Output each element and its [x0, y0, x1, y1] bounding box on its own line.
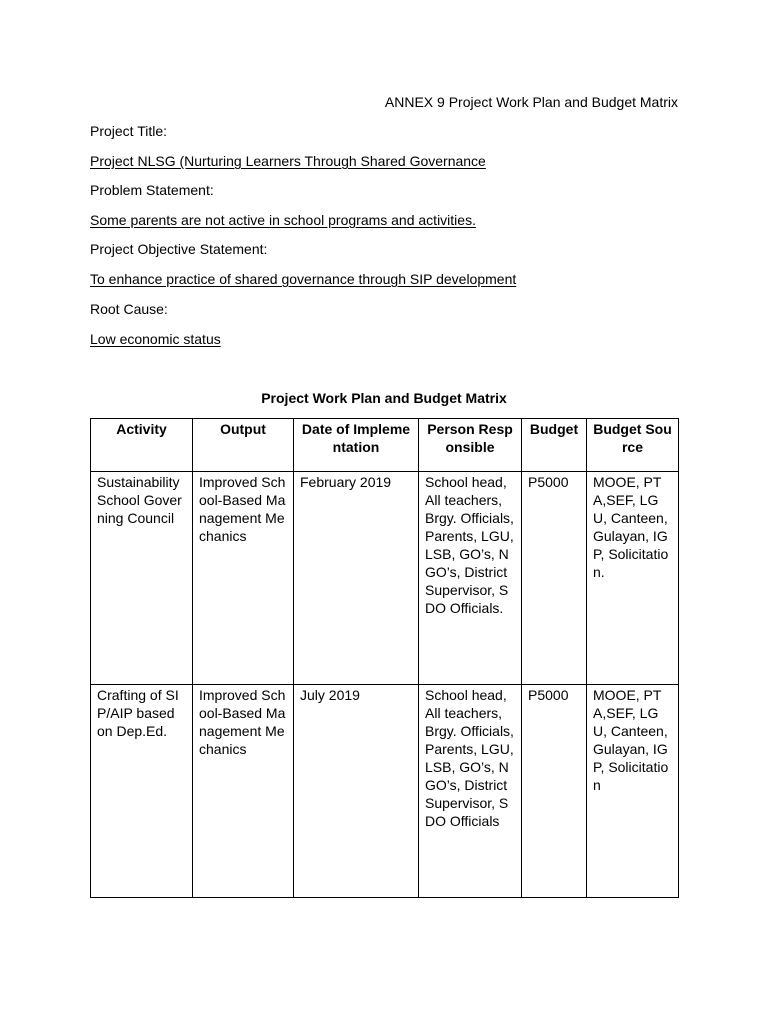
table-header-row: [91, 419, 679, 472]
cell-activity: Sustainability School Governing Council: [91, 472, 193, 685]
cell-budget-source: MOOE, PTA,SEF, LGU, Canteen, Gulayan, IGP, Solicitation.: [587, 472, 679, 685]
matrix-title: Project Work Plan and Budget Matrix: [261, 390, 507, 406]
header-activity: Activity: [91, 419, 193, 472]
project-title-label: Project Title:: [90, 123, 168, 139]
cell-activity: Crafting of SIP/AIP based on Dep.Ed.: [91, 685, 193, 898]
header-budget-source: Budget Source: [587, 419, 679, 472]
header-date: Date of Implementation: [294, 419, 419, 472]
header-output: Output: [193, 419, 294, 472]
cell-budget: P5000: [522, 685, 587, 898]
root-cause-label: Root Cause:: [90, 301, 168, 317]
problem-statement-label: Problem Statement:: [90, 182, 214, 198]
cell-person-responsible: School head, All teachers, Brgy. Officials, Parents, LGU, LSB, GO’s, NGO’s, District Supervisor, SDO Officials: [419, 685, 522, 898]
cell-date: July 2019: [294, 685, 419, 898]
cell-person-responsible: School head, All teachers, Brgy. Officials, Parents, LGU, LSB, GO’s, NGO’s, District Supervisor, SDO Officials.: [419, 472, 522, 685]
cell-date: February 2019: [294, 472, 419, 685]
annex-heading: ANNEX 9 Project Work Plan and Budget Matrix: [384, 94, 678, 110]
cell-output: Improved School-Based Management Mechanics: [193, 685, 294, 898]
header-person-responsible: Person Responsible: [419, 419, 522, 472]
project-title: Project NLSG (Nurturing Learners Through Shared Governance: [90, 153, 486, 169]
cell-output: Improved School-Based Management Mechanics: [193, 472, 294, 685]
table-row: [91, 685, 679, 898]
header-budget: Budget: [522, 419, 587, 472]
cell-budget: P5000: [522, 472, 587, 685]
cell-budget-source: MOOE, PTA,SEF, LGU, Canteen, Gulayan, IGP, Solicitation: [587, 685, 679, 898]
work-plan-table: [90, 418, 679, 898]
objective-label: Project Objective Statement:: [90, 241, 268, 257]
problem-statement: Some parents are not active in school programs and activities.: [90, 212, 476, 228]
objective: To enhance practice of shared governance through SIP development: [90, 271, 517, 287]
root-cause: Low economic status: [90, 331, 221, 347]
table-row: [91, 472, 679, 685]
